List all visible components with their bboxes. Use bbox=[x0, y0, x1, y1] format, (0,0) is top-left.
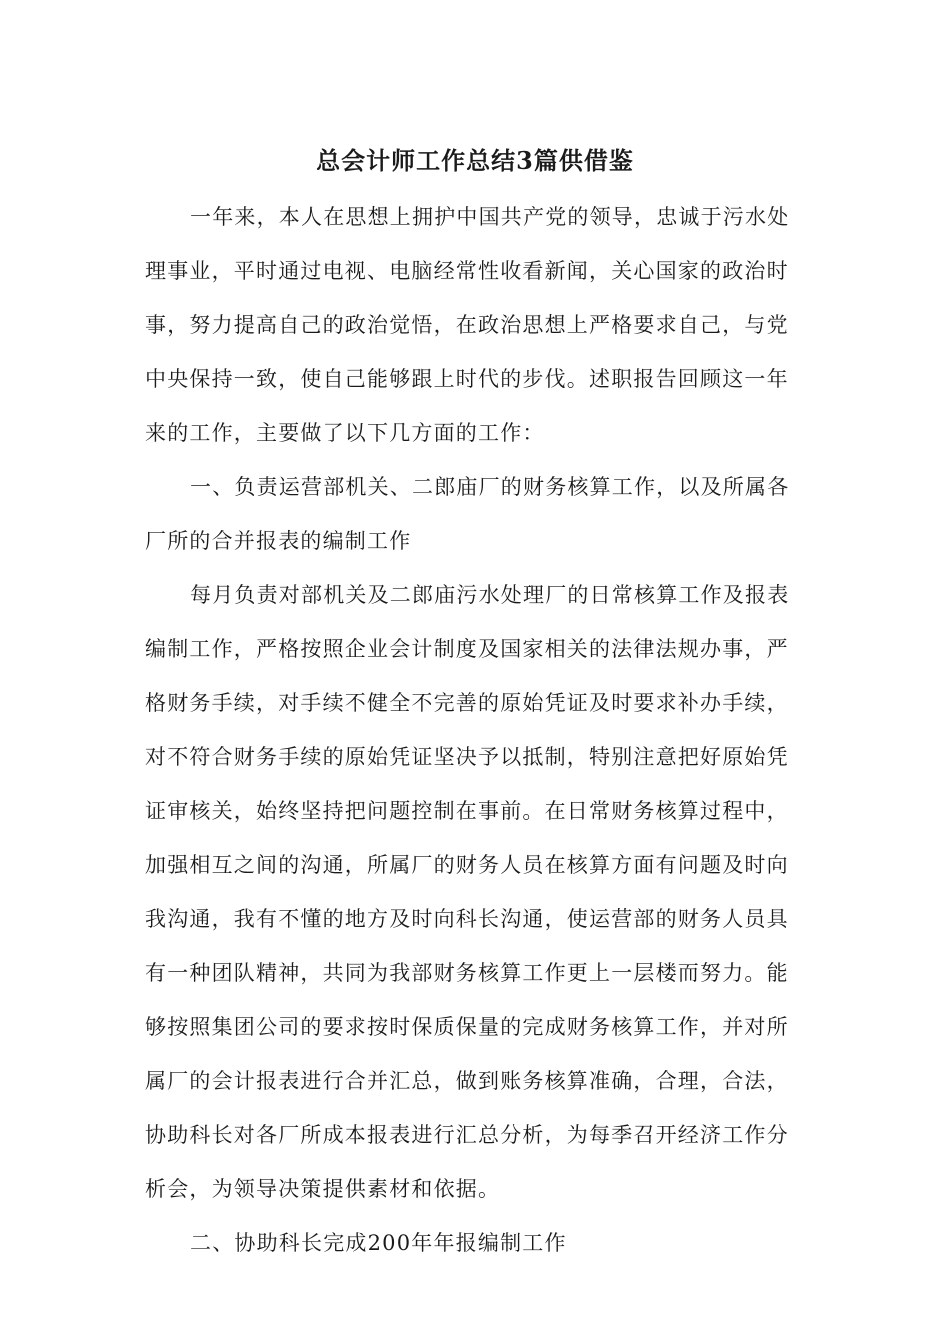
paragraph-line: 事，努力提高自己的政治觉悟，在政治思想上严格要求自己，与党 bbox=[145, 313, 789, 337]
paragraph-line: 属厂的会计报表进行合并汇总，做到账务核算准确，合理，合法， bbox=[145, 1069, 789, 1093]
section-heading-line: 二、协助科长完成200年年报编制工作 bbox=[190, 1231, 567, 1255]
section-heading-line: 一、负责运营部机关、二郎庙厂的财务核算工作，以及所属各 bbox=[190, 475, 790, 499]
paragraph-line: 析会，为领导决策提供素材和依据。 bbox=[145, 1177, 501, 1201]
paragraph-line: 格财务手续，对手续不健全不完善的原始凭证及时要求补办手续， bbox=[145, 691, 789, 715]
paragraph-line: 对不符合财务手续的原始凭证坚决予以抵制，特别注意把好原始凭 bbox=[145, 745, 789, 769]
paragraph-line: 协助科长对各厂所成本报表进行汇总分析，为每季召开经济工作分 bbox=[145, 1123, 789, 1147]
paragraph-line: 来的工作，主要做了以下几方面的工作： bbox=[145, 421, 545, 445]
paragraph-line: 有一种团队精神，共同为我部财务核算工作更上一层楼而努力。能 bbox=[145, 961, 789, 985]
document-title: 总会计师工作总结3篇供借鉴 bbox=[316, 146, 634, 175]
paragraph-line: 编制工作，严格按照企业会计制度及国家相关的法律法规办事，严 bbox=[145, 637, 789, 661]
paragraph-line: 一年来，本人在思想上拥护中国共产党的领导，忠诚于污水处 bbox=[190, 205, 790, 229]
paragraph-line: 中央保持一致，使自己能够跟上时代的步伐。述职报告回顾这一年 bbox=[145, 367, 789, 391]
paragraph-line: 加强相互之间的沟通，所属厂的财务人员在核算方面有问题及时向 bbox=[145, 853, 789, 877]
paragraph-line: 我沟通，我有不懂的地方及时向科长沟通，使运营部的财务人员具 bbox=[145, 907, 789, 931]
paragraph-line: 理事业，平时通过电视、电脑经常性收看新闻，关心国家的政治时 bbox=[145, 259, 789, 283]
paragraph-line: 证审核关，始终坚持把问题控制在事前。在日常财务核算过程中， bbox=[145, 799, 789, 823]
paragraph-line: 够按照集团公司的要求按时保质保量的完成财务核算工作，并对所 bbox=[145, 1015, 789, 1039]
paragraph-line: 每月负责对部机关及二郎庙污水处理厂的日常核算工作及报表 bbox=[190, 583, 790, 607]
section-heading-line: 厂所的合并报表的编制工作 bbox=[145, 529, 412, 553]
